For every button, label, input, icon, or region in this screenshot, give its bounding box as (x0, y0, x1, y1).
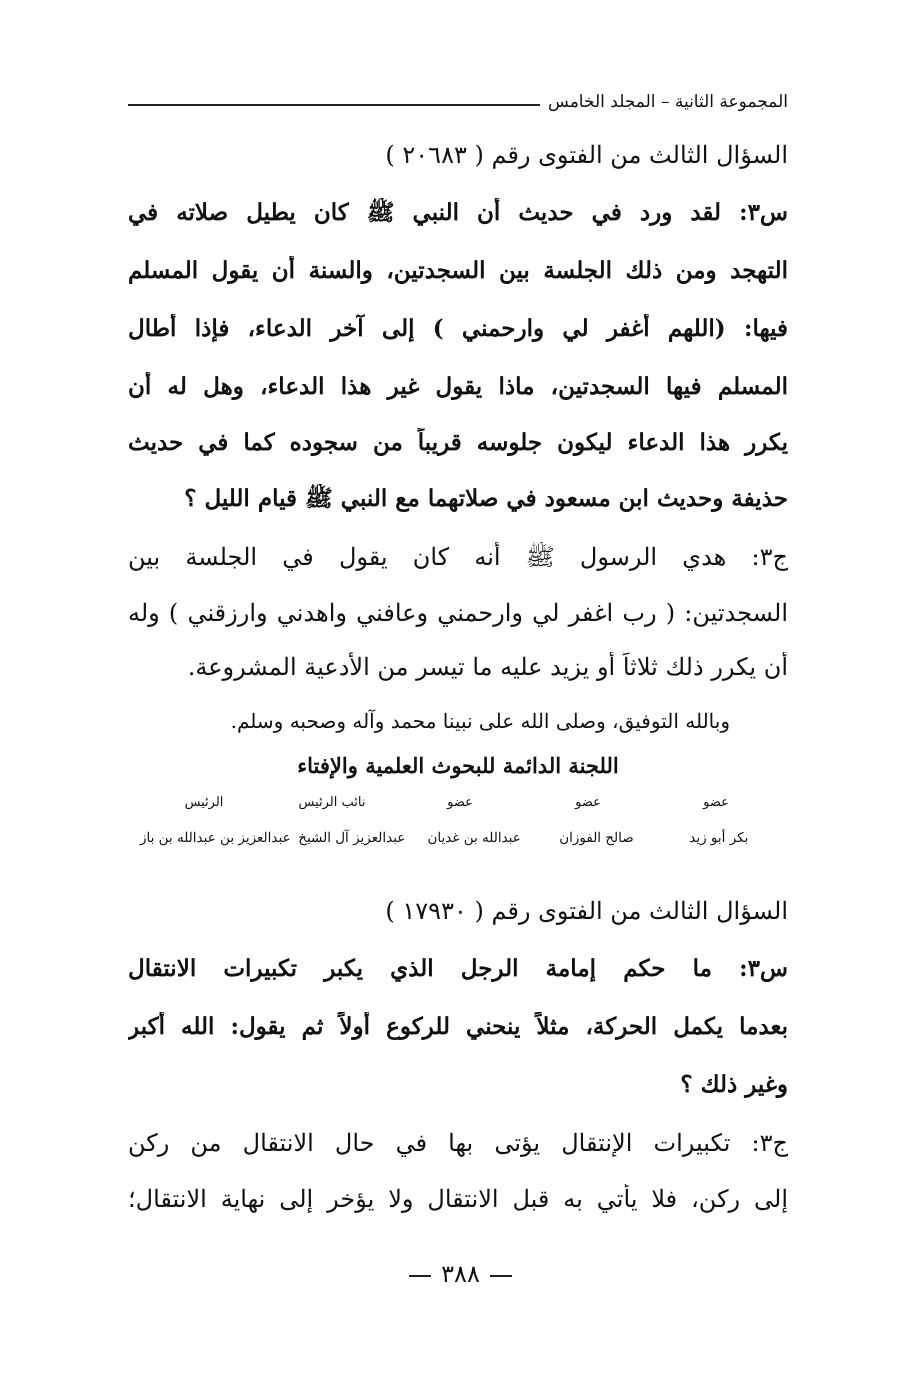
signature-name: عبدالله بن غديان (427, 830, 521, 846)
fatwa2-answer-line: ج٣: تكبيرات الإنتقال يؤتى بها في حال الانتقال من ركن (128, 1129, 788, 1157)
page-number (0, 1260, 921, 1288)
signature-name: صالح الفوزان (559, 830, 634, 846)
fatwa1-question-line: حذيفة وحديث ابن مسعود في صلاتهما مع النبي ﷺ قيام الليل ؟ (184, 485, 788, 512)
signature-name: عبدالعزيز آل الشيخ (298, 830, 406, 846)
signature-names (140, 830, 780, 846)
fatwa2-question-line: وغير ذلك ؟ (680, 1071, 788, 1098)
fatwa1-question-line: فيها: (اللهم أغفر لي وارحمني ) إلى آخر الدعاء، فإذا أطال (128, 315, 788, 342)
fatwa1-answer-line: ج٣: هدي الرسول ﷺ أنه كان يقول في الجلسة بين (128, 543, 788, 571)
page-number-value: ٣٨٨ (441, 1260, 480, 1288)
page-number-dash (490, 1275, 512, 1277)
page-number-dash (409, 1275, 431, 1277)
signature-title: عضو (703, 795, 729, 810)
signature-title: عضو (575, 795, 601, 810)
fatwa2-question-line: بعدما يكمل الحركة، مثلاً ينحني للركوع أولاً ثم يقول: الله أكبر (128, 1013, 788, 1040)
header-rule (128, 104, 540, 106)
fatwa1-label: السؤال الثالث من الفتوى رقم ( ٢٠٦٨٣ ) (385, 141, 788, 169)
signature-title: الرئيس (184, 795, 224, 810)
committee-name: اللجنة الدائمة للبحوث العلمية والإفتاء (297, 753, 619, 778)
fatwa1-question-line: المسلم فيها السجدتين، ماذا يقول غير هذا الدعاء، وهل له أن (128, 373, 788, 400)
fatwa1-question-line: التهجد ومن ذلك الجلسة بين السجدتين، والسنة أن يقول المسلم (128, 257, 788, 284)
fatwa1-question-line: يكرر هذا الدعاء ليكون جلوسه قريباً من سجوده كما في حديث (128, 429, 788, 456)
signature-title: عضو (447, 795, 473, 810)
fatwa2-question-line: س٣: ما حكم إمامة الرجل الذي يكبر تكبيرات الانتقال (128, 955, 788, 982)
running-header (128, 82, 788, 122)
fatwa2-label: السؤال الثالث من الفتوى رقم ( ١٧٩٣٠ ) (385, 897, 788, 925)
closing-formula: وبالله التوفيق، وصلى الله على نبينا محمد وآله وصحبه وسلم. (230, 709, 730, 733)
fatwa2-answer-line: إلى ركن، فلا يأتي به قبل الانتقال ولا يؤخر إلى نهاية الانتقال؛ (128, 1185, 788, 1213)
fatwa1-question-line: س٣: لقد ورد في حديث أن النبي ﷺ كان يطيل صلاته في (128, 199, 788, 226)
fatwa1-answer-line: أن يكرر ذلك ثلاثاً أو يزيد عليه ما تيسر من الأدعية المشروعة. (187, 653, 788, 681)
signature-title: نائب الرئيس (298, 795, 366, 810)
signature-name: عبدالعزيز بن عبدالله بن باز (139, 830, 291, 846)
signature-titles (140, 795, 780, 810)
signature-name: بكر أبو زيد (689, 830, 749, 846)
fatwa1-answer-line: السجدتين: ( رب اغفر لي وارحمني وعافني واهدني وارزقني ) وله (128, 599, 788, 627)
header-title: المجموعة الثانية – المجلد الخامس (548, 92, 788, 112)
